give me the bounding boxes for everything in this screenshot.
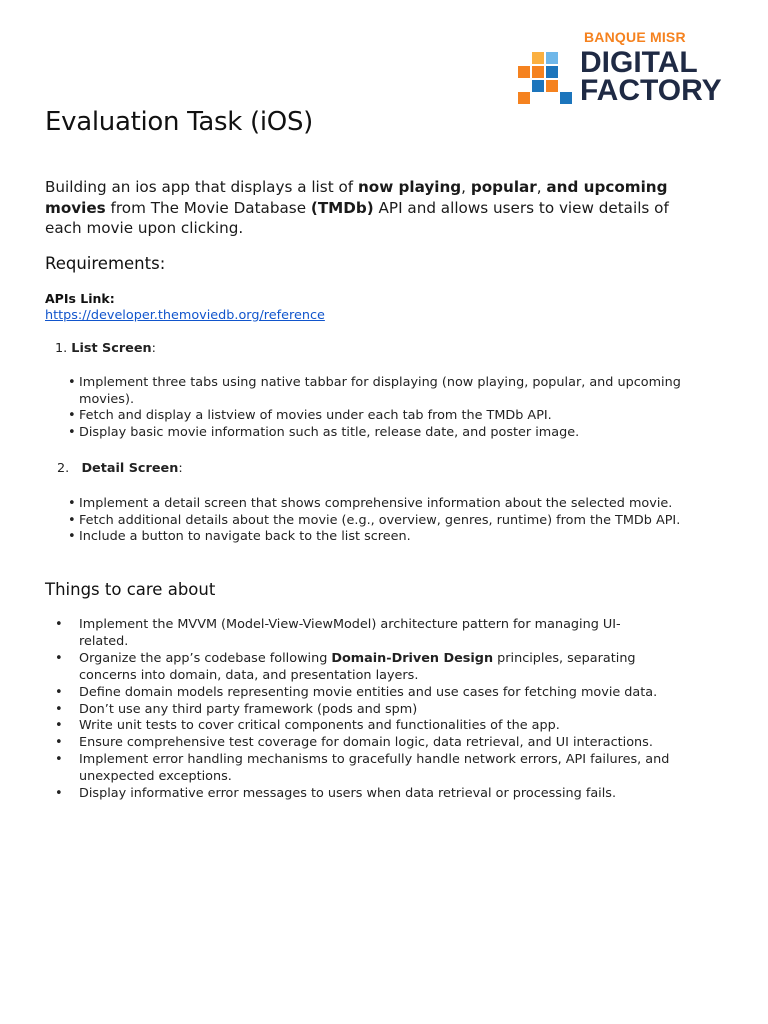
list-item: • Display basic movie information such as title, release date, and poster image. — [68, 425, 708, 442]
care-item-text: Organize the app’s codebase following — [79, 650, 332, 666]
intro-text: API and allows users to view details of each movie upon clicking. — [45, 198, 669, 237]
list-item — [55, 617, 639, 651]
intro-text: , — [536, 178, 547, 196]
list-item: • Fetch additional details about the movie (e.g., overview, genres, runtime) from the TMDb API. — [68, 513, 698, 530]
detail-screen-title: Detail Screen — [81, 461, 179, 476]
intro-bold-tmdb: (TMDb) — [310, 198, 374, 217]
list-item — [55, 702, 735, 719]
things-to-care-list — [55, 617, 735, 803]
detail-screen-bullets — [68, 496, 698, 546]
list-item — [55, 651, 639, 685]
requirements-heading: Requirements: — [45, 254, 166, 273]
care-item-bold-ddd: Domain-Driven Design — [331, 650, 494, 666]
care-item-text: Don’t use any third party framework (pods and spm) — [79, 701, 418, 717]
things-to-care-heading: Things to care about — [45, 580, 216, 599]
list-item — [55, 685, 735, 702]
care-item-text: Define domain models representing movie entities and use cases for fetching movie data. — [79, 684, 658, 700]
list-item: • Include a button to navigate back to the list screen. — [68, 529, 698, 546]
list-screen-bullets — [68, 375, 708, 441]
list-item — [55, 718, 735, 735]
logo-banque-misr-text: BANQUE MISR — [584, 29, 686, 45]
page-title: Evaluation Task (iOS) — [45, 107, 314, 137]
care-item-text: Ensure comprehensive test coverage for domain logic, data retrieval, and UI interactions. — [79, 735, 653, 751]
intro-paragraph — [45, 177, 695, 239]
list-item — [55, 786, 735, 803]
list-item — [55, 735, 735, 752]
intro-text: , — [461, 178, 471, 196]
list-item — [55, 752, 709, 786]
intro-bold-popular: popular — [470, 178, 537, 196]
intro-text: Building an ios app that displays a list of — [45, 178, 358, 196]
logo-digital-text: DIGITAL — [580, 46, 698, 79]
banque-misr-digital-factory-logo — [518, 28, 748, 108]
list-item: • Implement a detail screen that shows comprehensive information about the selected movie. — [68, 496, 698, 513]
care-item-text: principles, separating concerns into domain, data, and presentation layers. — [79, 650, 636, 683]
list-screen-title: List Screen — [71, 341, 152, 356]
list-screen-label — [55, 341, 156, 356]
logo-factory-text: FACTORY — [580, 74, 722, 107]
apis-reference-link[interactable]: https://developer.themoviedb.org/reference — [45, 308, 325, 323]
care-item-text: Write unit tests to cover critical components and functionalities of the app. — [79, 718, 560, 734]
intro-bold-upcoming: and upcoming movies — [45, 178, 668, 217]
list-item: • Implement three tabs using native tabbar for displaying (now playing, popular, and upcoming movies). — [68, 375, 708, 408]
intro-bold-now-playing: now playing — [357, 178, 462, 196]
detail-number: 2. — [57, 461, 70, 476]
care-item-text: Implement error handling mechanisms to gracefully handle network errors, API failures, and unexpected exceptions. — [79, 752, 670, 785]
detail-screen-label — [57, 461, 183, 476]
care-item-text: Implement the MVVM (Model-View-ViewModel) architecture pattern for managing UI-related. — [79, 617, 621, 649]
list-screen-colon: : — [151, 341, 156, 356]
list-item: • Fetch and display a listview of movies under each tab from the TMDb API. — [68, 408, 708, 425]
apis-link-label: APIs Link: — [45, 291, 115, 306]
detail-screen-colon: : — [178, 461, 183, 476]
care-item-text: Display informative error messages to users when data retrieval or processing fails. — [79, 786, 617, 802]
list-number: 1. — [55, 341, 68, 356]
pixel-mark-icon — [518, 52, 572, 104]
intro-text: from The Movie Database — [105, 198, 311, 217]
